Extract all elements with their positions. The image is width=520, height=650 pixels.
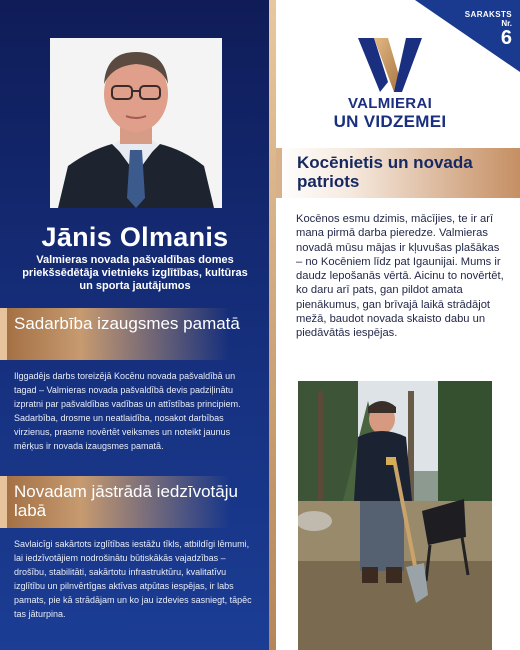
forest-photo (298, 381, 492, 650)
portrait-image (50, 38, 222, 208)
brand-line-1: VALMIERAI (347, 95, 433, 112)
list-number-text (465, 10, 512, 48)
badge-number: 6 (500, 27, 512, 49)
section-text-residents: Savlaicīgi sakārtots izglītības iestāžu tīkls, atbildīgi lēmumi, lai iedzīvotājiem nodrošinātu būtiskākās vajadzības – drošību, stabilitāti, sakārtotu infrastruktūru, kvalitatīvu izglītību un pilnvērtīgas aktīvas atpūtas iespējas, ir labs pamats, pie kā strādājam un ko jau izdevies sasniegt, tāpēc tas jāturpina. (14, 539, 252, 619)
badge-nr: Nr. (501, 19, 512, 28)
brand-line-2: UN VIDZEMEI (333, 112, 447, 131)
badge-label: SARAKSTS (464, 10, 512, 19)
right-section-heading: Kocēnietis un novada patriots (276, 148, 520, 198)
candidate-name: Jānis Olmanis (41, 222, 229, 252)
right-section-text: Kocēnos esmu dzimis, mācījies, te ir arī mana pirmā darba pieredze. Valmieras novadā mūsu mājas ir kļuvušas plašākas – no Kocēniem līdz pat Igaunijai. Mums ir daudz lepošanās vērtā. Aicinu to novērtēt, ko daru arī pats, gan pildot amata pienākumus, gan brīvajā laikā strādājot mežā, baudot novada skaisto dabu un piedāvātās iespējas. (296, 213, 504, 340)
gold-divider (269, 0, 276, 650)
forest-photo-image (298, 381, 492, 650)
section-heading-cooperation: Sadarbība izaugsmes pamatā (0, 308, 270, 360)
candidate-portrait (50, 38, 222, 208)
candidate-role: Valmieras novada pašvaldības domes priekšsēdētāja vietnieks izglītības, kultūras un sporta jautājumos (22, 254, 248, 292)
section-heading-residents: Novadam jāstrādā iedzīvotāju labā (0, 476, 270, 528)
section-text-cooperation: Ilggadējs darbs toreizējā Kocēnu novada pašvaldībā un tagad – Valmieras novada pašvaldībā devis padziļinātu izpratni par pašvaldības vadības un attīstības principiem. Sadarbība, drosme un neatlaidība, nosakot darbības virzienus, prasme novērtēt veiksmes un noteikt jaunus mērķus ir novada izaugsmes pamatā. (14, 371, 241, 451)
